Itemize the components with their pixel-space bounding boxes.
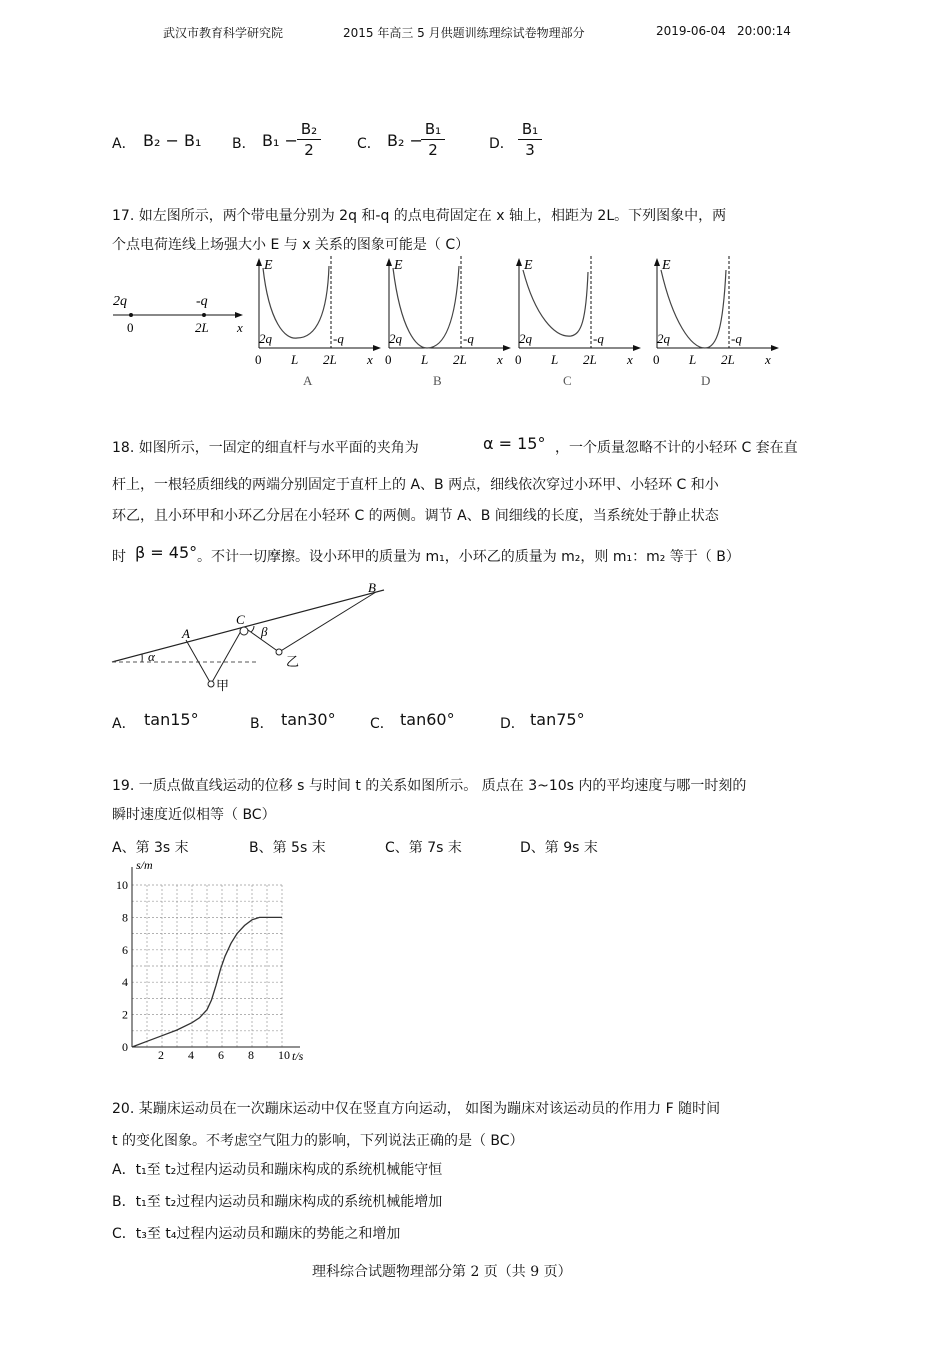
graph-e-label: E <box>264 258 273 273</box>
axis-2L-label: 2L <box>195 320 209 335</box>
header-exam-title: 2015 年高三 5 月供题训练理综试卷物理部分 <box>343 26 585 40</box>
graph-minus-q-label: -q <box>731 331 742 346</box>
graph-tick-L: L <box>291 352 299 367</box>
fraction-numerator: B₁ <box>521 120 539 138</box>
q16-option-a-expr: B₂ − B₁ <box>143 131 202 150</box>
chart-ticks <box>116 878 290 1062</box>
q18-line-4b: 。不计一切摩擦。设小环甲的质量为 m₁，小环乙的质量为 m₂，则 m₁：m₂ 等于（ B） <box>197 549 740 565</box>
q19-option-a: A、第 3s 末 <box>112 840 189 856</box>
q19-option-d: D、第 9s 末 <box>520 840 598 856</box>
axis-origin-label: 0 <box>127 320 134 335</box>
graph-letter: B <box>433 373 442 388</box>
x-tick-label: 10 <box>278 1048 290 1062</box>
q19-option-c: C、第 7s 末 <box>385 840 462 856</box>
q18-option-a-label: A． <box>112 716 136 732</box>
graph-b <box>385 256 511 388</box>
q18-option-c-value: tan60° <box>400 710 455 729</box>
graph-letter: C <box>563 373 572 388</box>
page-footer: 理科综合试题物理部分第 2 页（共 9 页） <box>312 1264 572 1280</box>
graph-c <box>515 256 641 388</box>
graph-e-label: E <box>394 258 403 273</box>
q16-option-b-prefix: B₁ − <box>262 131 298 150</box>
q18-line-2: 杆上，一根轻质细线的两端分别固定于直杆上的 A、B 两点，细线依次穿过小环甲、小轻环 C 和小 <box>112 477 719 493</box>
q20-option-a: A．t₁至 t₂过程内运动员和蹦床构成的系统机械能守恒 <box>112 1162 443 1178</box>
q17-line-2: 个点电荷连线上场强大小 E 与 x 关系的图象可能是（ C） <box>112 237 470 253</box>
q19-line-2: 瞬时速度近似相等（ BC） <box>112 807 276 823</box>
alpha-label: α <box>148 649 155 664</box>
q16-option-c-fraction <box>421 120 445 159</box>
graph-tick-2L: 2L <box>323 352 337 367</box>
graph-tick-0: 0 <box>385 352 392 367</box>
q18-line-4a: 时 <box>112 549 126 565</box>
graph-2q-label: 2q <box>519 331 532 346</box>
fraction-numerator: B₁ <box>424 120 442 138</box>
ring-yi-label: 乙 <box>286 654 300 669</box>
q20-option-b: B．t₁至 t₂过程内运动员和蹦床构成的系统机械能增加 <box>112 1194 443 1210</box>
q17-figure <box>105 252 795 392</box>
y-tick-label: 10 <box>116 878 128 892</box>
x-tick-label: 4 <box>188 1048 194 1062</box>
graph-a <box>255 256 381 388</box>
q18-option-b-value: tan30° <box>281 710 336 729</box>
graph-x-label: x <box>367 352 373 367</box>
q18-option-a-value: tan15° <box>144 710 199 729</box>
y-tick-label: 6 <box>122 942 128 957</box>
graph-tick-L: L <box>551 352 559 367</box>
chart-x-axis-label: t/s <box>292 1049 304 1062</box>
graph-x-label: x <box>497 352 503 367</box>
ring-jia-label: 甲 <box>216 678 230 693</box>
y-tick-label: 0 <box>122 1040 128 1054</box>
graph-tick-2L: 2L <box>583 352 597 367</box>
graph-tick-0: 0 <box>515 352 522 367</box>
graph-2q-label: 2q <box>657 331 670 346</box>
chart-axes <box>132 867 300 1047</box>
x-tick-label: 6 <box>218 1048 224 1062</box>
graph-tick-2L: 2L <box>453 352 467 367</box>
q16-option-d-label: D． <box>489 136 514 152</box>
graph-e-label: E <box>524 258 533 273</box>
charge-axis-diagram <box>113 294 243 335</box>
x-tick-label: 2 <box>158 1048 164 1062</box>
q20-line-2: t 的变化图象。不考虑空气阻力的影响，下列说法正确的是（ BC） <box>112 1133 524 1149</box>
point-a-label: A <box>182 626 190 641</box>
fraction-denominator: 2 <box>304 141 314 159</box>
header-date: 2019-06-04 <box>656 24 726 38</box>
header-time: 20:00:14 <box>737 24 791 38</box>
graph-tick-2L: 2L <box>721 352 735 367</box>
q16-option-b-fraction <box>297 120 321 159</box>
q17-line-1: 17. 如左图所示，两个带电量分别为 2q 和-q 的点电荷固定在 x 轴上，相距为 2L。下列图象中，两 <box>112 208 727 224</box>
y-tick-label: 2 <box>122 1007 128 1022</box>
y-tick-label: 4 <box>122 975 128 990</box>
q18-rod-figure <box>108 578 398 696</box>
fraction-denominator: 2 <box>428 141 438 159</box>
point-c-label: C <box>236 612 245 627</box>
graph-letter: D <box>701 373 711 388</box>
graph-2q-label: 2q <box>389 331 402 346</box>
st-chart <box>104 852 329 1062</box>
graph-d <box>653 256 779 388</box>
q20-line-1: 20. 某蹦床运动员在一次蹦床运动中仅在竖直方向运动， 如图为蹦床对该运动员的作用力 F 随时间 <box>112 1101 721 1117</box>
graph-2q-label: 2q <box>259 331 272 346</box>
charge-minus-q-label: -q <box>196 294 208 309</box>
q16-option-a-label: A． <box>112 136 136 152</box>
graph-x-label: x <box>765 352 771 367</box>
q20-option-c: C．t₃至 t₄过程内运动员和蹦床的势能之和增加 <box>112 1226 401 1242</box>
y-tick-label: 8 <box>122 910 128 925</box>
chart-y-axis-label: s/m <box>136 858 153 872</box>
q18-line-3: 环乙，且小环甲和小环乙分居在小轻环 C 的两侧。调节 A、B 间细线的长度，当系统处于静止状态 <box>112 508 719 524</box>
graph-x-label: x <box>627 352 633 367</box>
graph-tick-L: L <box>689 352 697 367</box>
fraction-numerator: B₂ <box>300 120 318 138</box>
x-tick-label: 8 <box>248 1048 254 1062</box>
graph-minus-q-label: -q <box>593 331 604 346</box>
beta-label: β <box>261 624 268 639</box>
fraction-denominator: 3 <box>525 141 535 159</box>
graph-tick-L: L <box>421 352 429 367</box>
chart-grid <box>132 885 282 1047</box>
graph-tick-0: 0 <box>653 352 660 367</box>
axis-x-label: x <box>237 320 243 335</box>
graph-letter: A <box>303 373 313 388</box>
q18-option-b-label: B． <box>250 716 274 732</box>
q16-option-d-fraction <box>518 120 542 159</box>
charge-2q-label: 2q <box>113 294 127 309</box>
q19-line-1: 19. 一质点做直线运动的位移 s 与时间 t 的关系如图所示。 质点在 3~10s 内的平均速度与哪一时刻的 <box>112 778 747 794</box>
q18-option-d-value: tan75° <box>530 710 585 729</box>
graph-e-label: E <box>662 258 671 273</box>
q18-beta-value: β = 45° <box>135 543 198 562</box>
point-b-label: B <box>368 580 376 595</box>
q18-alpha-value: α = 15° <box>483 434 546 453</box>
graph-tick-0: 0 <box>255 352 262 367</box>
header-institute: 武汉市教育科学研究院 <box>163 26 284 40</box>
graph-minus-q-label: -q <box>463 331 474 346</box>
q18-line-1a: 18. 如图所示，一固定的细直杆与水平面的夹角为 <box>112 440 419 456</box>
q19-option-b: B、第 5s 末 <box>249 840 326 856</box>
q18-line-1b: ，一个质量忽略不计的小轻环 C 套在直 <box>555 440 798 456</box>
q16-option-c-prefix: B₂ − <box>387 131 423 150</box>
q18-option-c-label: C． <box>370 716 394 732</box>
graph-minus-q-label: -q <box>333 331 344 346</box>
q16-option-c-label: C． <box>357 136 381 152</box>
q18-option-d-label: D． <box>500 716 525 732</box>
q16-option-b-label: B． <box>232 136 256 152</box>
